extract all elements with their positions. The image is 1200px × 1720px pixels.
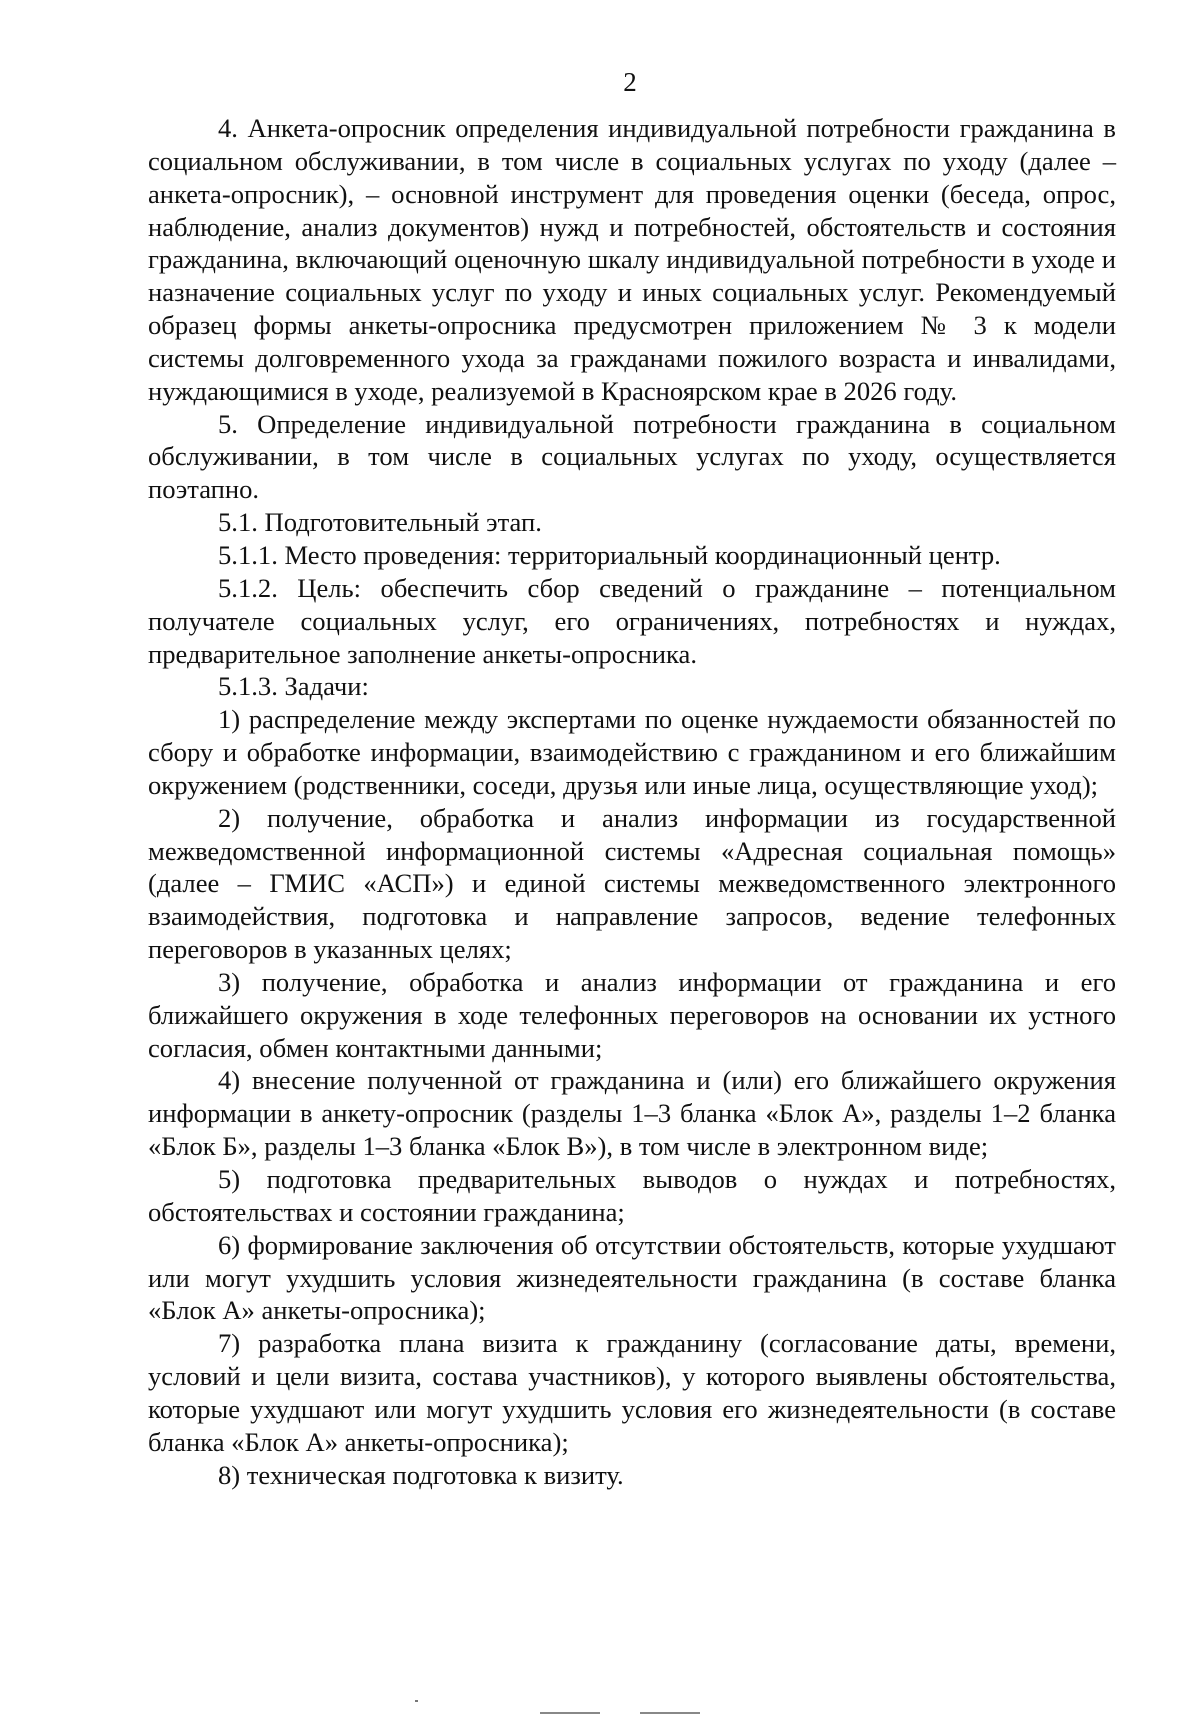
paragraph-item-4: 4. Анкета-опросник определения индивидуальной потребности гражданина в социальном обслуживании, в том числе в социальных услугах по уходу (далее – анкета-опросник), – основной инструмент для проведения оценки (беседа, опрос, наблюдение, анализ документов) нужд и потребностей, обстоятельств и состояния гражданина, включающий оценочную шкалу индивидуальной потребности в уходе и назначение социальных услуг по уходу и иных социальных услуг. Рекомендуемый образец формы анкеты-опросника предусмотрен приложением № 3 к модели системы долговременного ухода за гражданами пожилого возраста и инвалидами, нуждающимися в уходе, реализуемой в Красноярском крае в 2026 году. (148, 113, 1116, 406)
task-item-3: 3) получение, обработка и анализ информации от гражданина и его ближайшего окружения в ходе телефонных переговоров на основании их устного согласия, обмен контактными данными; (148, 966, 1116, 1063)
paragraph-item-5-1-2: 5.1.2. Цель: обеспечить сбор сведений о гражданине – потенциальном получателе социальных услуг, его ограничениях, потребностях и нуждах, предварительное заполнение анкеты-опросника. (148, 572, 1116, 669)
document-body (148, 112, 1116, 1491)
paragraph-item-5-1-1: 5.1.1. Место проведения: территориальный координационный центр. (218, 539, 1001, 570)
task-item-4: 4) внесение полученной от гражданина и (или) его ближайшего окружения информации в анкету-опросник (разделы 1–3 бланка «Блок А», разделы 1–2 бланка «Блок Б», разделы 1–3 бланка «Блок В»), в том числе в электронном виде; (148, 1065, 1116, 1162)
task-item-8: 8) техническая подготовка к визиту. (218, 1459, 624, 1490)
task-item-6: 6) формирование заключения об отсутствии обстоятельств, которые ухудшают или могут ухудшить условия жизнедеятельности гражданина (в составе бланка «Блок А» анкеты-опросника); (148, 1229, 1116, 1326)
scan-artifact-dot (415, 1700, 418, 1702)
paragraph-item-5-1-3: 5.1.3. Задачи: (218, 671, 369, 702)
paragraph-item-5: 5. Определение индивидуальной потребности гражданина в социальном обслуживании, в том числе в социальных услугах по уходу, осуществляется поэтапно. (148, 408, 1116, 505)
task-item-7: 7) разработка плана визита к гражданину (согласование даты, времени, условий и цели визита, состава участников), у которого выявлены обстоятельства, которые ухудшают или могут ухудшить условия его жизнедеятельности (в составе бланка «Блок А» анкеты-опросника); (148, 1328, 1116, 1457)
task-item-5: 5) подготовка предварительных выводов о нуждах и потребностях, обстоятельствах и состоянии гражданина; (148, 1164, 1116, 1227)
page-number: 2 (623, 67, 637, 97)
scan-artifact-dash (640, 1712, 700, 1714)
scan-artifact-dash (540, 1712, 600, 1714)
task-item-2: 2) получение, обработка и анализ информации из государственной межведомственной информационной системы «Адресная социальная помощь» (далее – ГМИС «АСП») и единой системы межведомственного электронного взаимодействия, подготовка и направление запросов, ведение телефонных переговоров в указанных целях; (148, 802, 1116, 965)
paragraph-item-5-1: 5.1. Подготовительный этап. (218, 507, 542, 538)
task-item-1: 1) распределение между экспертами по оценке нуждаемости обязанностей по сбору и обработке информации, взаимодействию с гражданином и его ближайшим окружением (родственники, соседи, друзья или иные лица, осуществляющие уход); (148, 704, 1116, 800)
